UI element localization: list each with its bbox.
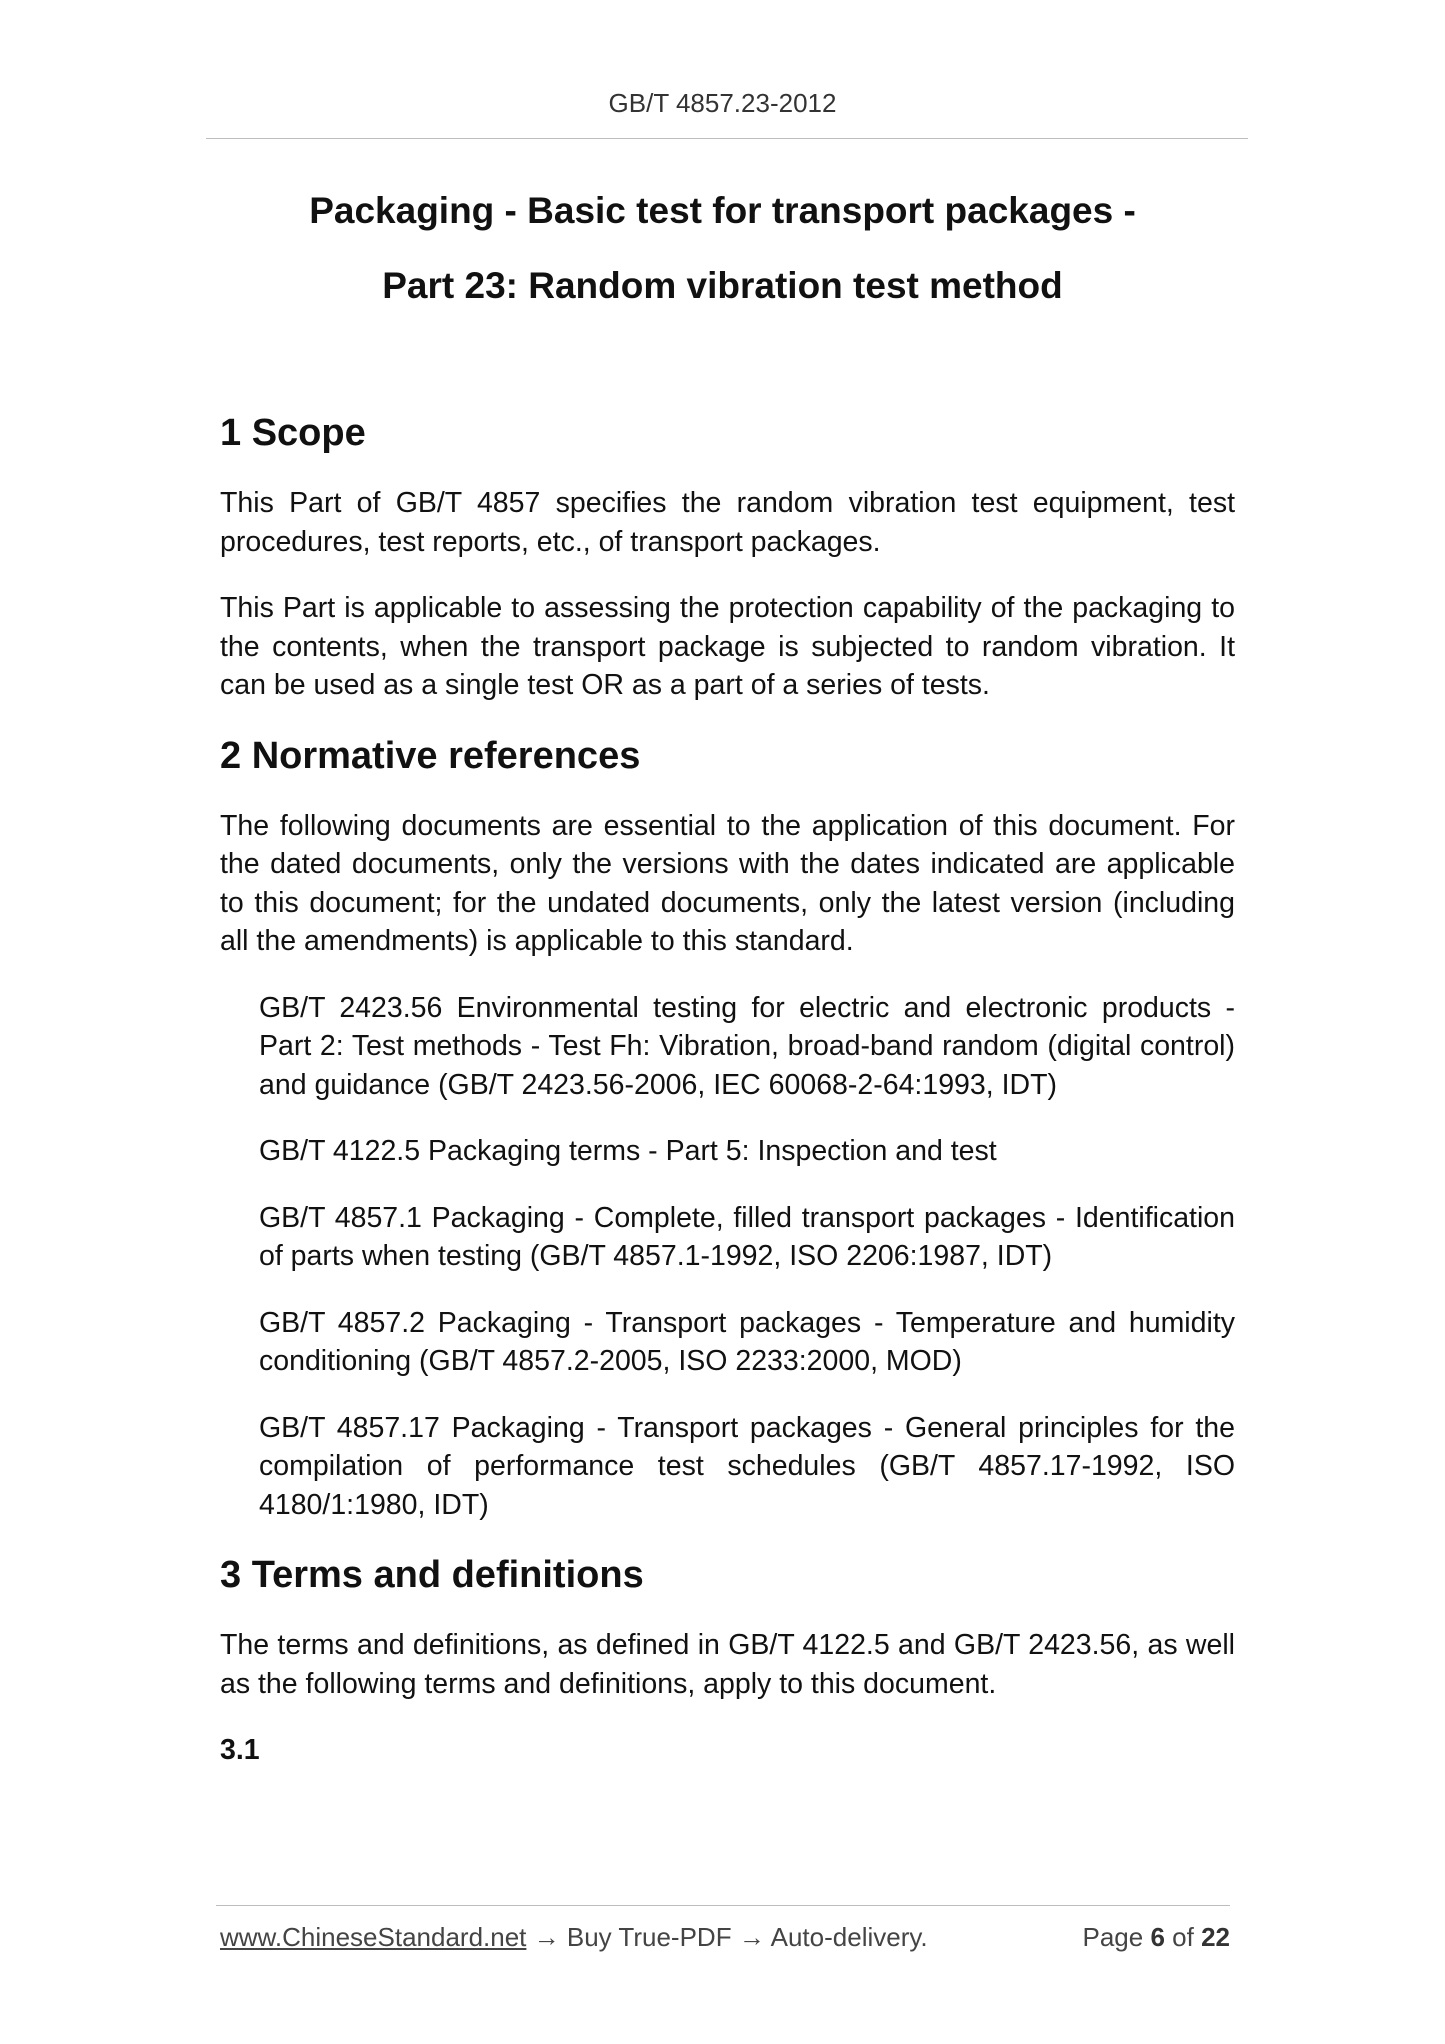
normative-intro-paragraph: The following documents are essential to the application of this document. For the dated documents, only the versions with the dates indicated are applicable to this document; for the undated documents, only the latest version (including all the amendments) is applicable to this standard.	[220, 809, 1235, 957]
reference-item: GB/T 4857.1 Packaging - Complete, filled transport packages - Identification of parts when testing (GB/T 4857.1-1992, ISO 2206:1987, IDT)	[259, 1201, 1235, 1272]
buy-true-pdf-text: Buy True-PDF	[566, 1922, 732, 1952]
reference-item: GB/T 4122.5 Packaging terms - Part 5: Inspection and test	[259, 1135, 997, 1167]
reference-item: GB/T 4857.17 Packaging - Transport packages - General principles for the compilation of performance test schedules (GB/T 4857.17-1992, ISO 4180/1:1980, IDT)	[259, 1411, 1235, 1521]
page-total-number: 22	[1201, 1922, 1230, 1952]
header-doc-code: GB/T 4857.23-2012	[608, 88, 837, 118]
page-label: Page	[1082, 1922, 1144, 1952]
section-heading-terms-and-definitions: 3 Terms and definitions	[220, 1554, 644, 1596]
page-footer	[220, 1922, 1230, 1953]
scope-paragraph-1: This Part of GB/T 4857 specifies the random vibration test equipment, test procedures, test reports, etc., of transport packages.	[220, 487, 1235, 558]
footer-divider	[216, 1905, 1230, 1906]
document-body	[220, 410, 1235, 1770]
section-heading-normative-references: 2 Normative references	[220, 734, 641, 777]
document-title-line-1: Packaging - Basic test for transport packages -	[309, 190, 1136, 231]
arrow-icon: →	[738, 1922, 765, 1952]
page-current-number: 6	[1150, 1922, 1165, 1952]
section-heading-scope: 1 Scope	[220, 412, 366, 454]
scope-paragraph-2: This Part is applicable to assessing the protection capability of the packaging to the contents, when the transport package is subjected to random vibration. It can be used as a single test OR as a part of a series of tests.	[220, 592, 1235, 701]
arrow-icon: →	[533, 1922, 560, 1952]
reference-item: GB/T 2423.56 Environmental testing for electric and electronic products - Part 2: Test methods - Test Fh: Vibration, broad-band random (digital control) and guidance (GB/T 2423.56-2006, IEC 60068-2-64:1993, IDT)	[259, 991, 1235, 1101]
clause-number: 3.1	[220, 1734, 260, 1766]
terms-paragraph: The terms and definitions, as defined in GB/T 4122.5 and GB/T 2423.56, as well as the following terms and definitions, apply to this document.	[220, 1629, 1235, 1700]
document-title-line-2: Part 23: Random vibration test method	[382, 265, 1063, 306]
reference-item: GB/T 4857.2 Packaging - Transport packages - Temperature and humidity conditioning (GB/T 4857.2-2005, ISO 2233:2000, MOD)	[259, 1306, 1235, 1377]
page-indicator	[1082, 1922, 1230, 1953]
header-divider	[206, 138, 1248, 139]
of-label: of	[1172, 1922, 1194, 1952]
site-link[interactable]: www.ChineseStandard.net	[220, 1922, 527, 1952]
auto-delivery-text: Auto-delivery.	[770, 1922, 928, 1952]
